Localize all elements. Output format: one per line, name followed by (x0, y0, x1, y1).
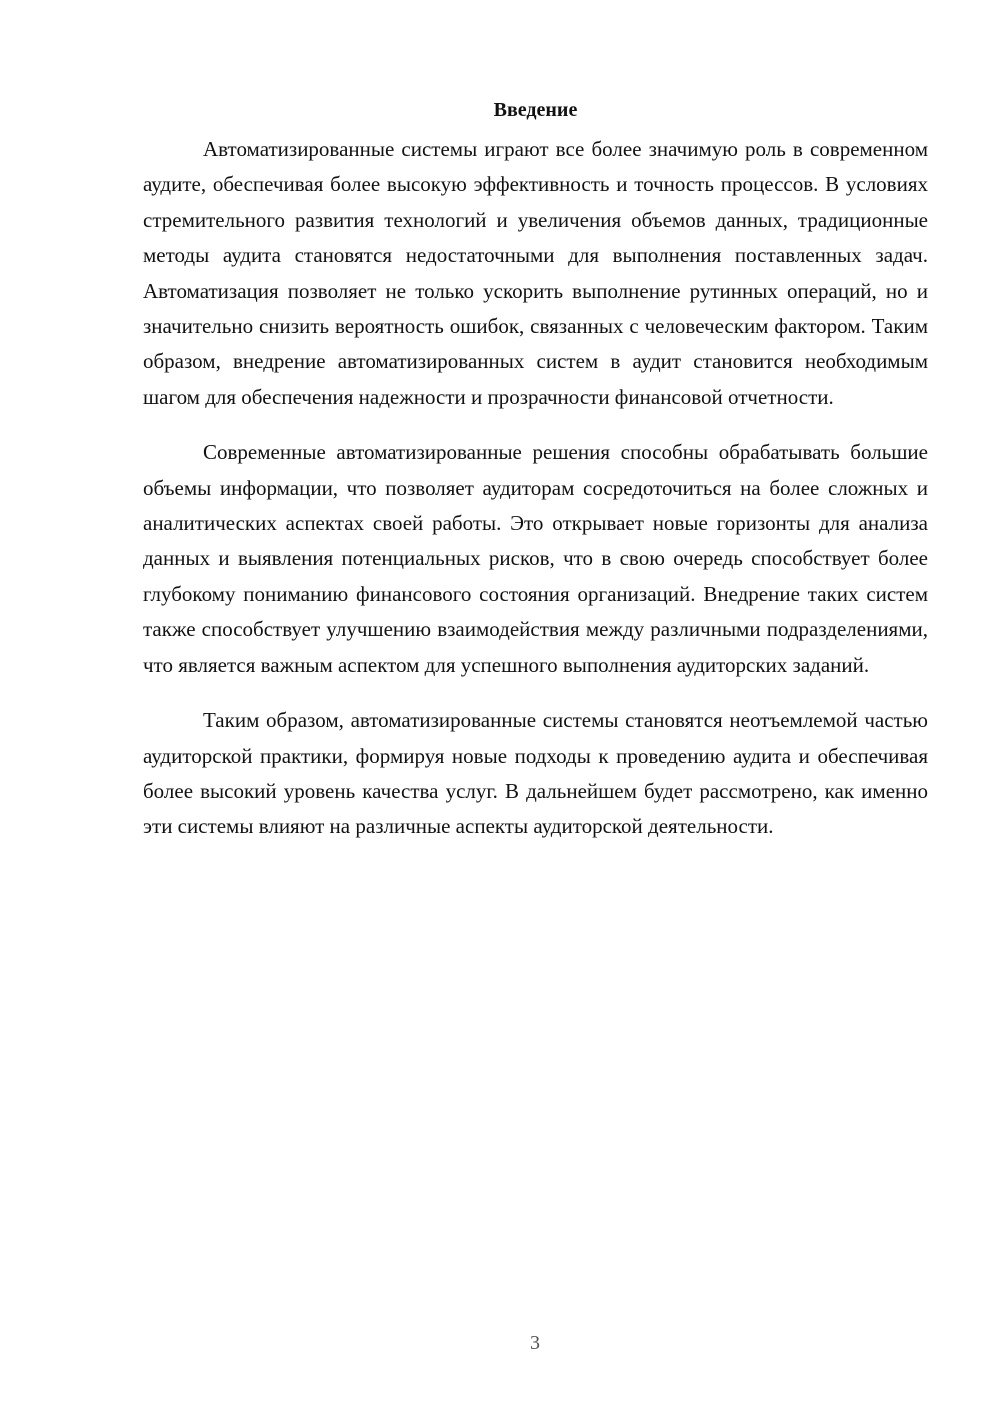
paragraph-3: Таким образом, автоматизированные системы становятся неотъемлемой частью аудиторской практики, формируя новые подходы к проведению аудита и обеспечивая более высокий уровень качества услуг. В дальнейшем будет рассмотрено, как именно эти системы влияют на различные аспекты аудиторской деятельности. (143, 708, 928, 839)
paragraph-2: Современные автоматизированные решения способны обрабатывать большие объемы информации, что позволяет аудиторам сосредоточиться на более сложных и аналитических аспектах своей работы. Это открывает новые горизонты для анализа данных и выявления потенциальных рисков, что в свою очередь способствует более глубокому пониманию финансового состояния организаций. Внедрение таких систем также способствует улучшению взаимодействия между различными подразделениями, что является важным аспектом для успешного выполнения аудиторских заданий. (143, 440, 928, 677)
paragraph-1: Автоматизированные системы играют все более значимую роль в современном аудите, обеспечивая более высокую эффективность и точность процессов. В условиях стремительного развития технологий и увеличения объемов данных, традиционные методы аудита становятся недостаточными для выполнения поставленных задач. Автоматизация позволяет не только ускорить выполнение рутинных операций, но и значительно снизить вероятность ошибок, связанных с человеческим фактором. Таким образом, внедрение автоматизированных систем в аудит становится необходимым шагом для обеспечения надежности и прозрачности финансовой отчетности. (143, 137, 928, 409)
page-content (143, 92, 928, 865)
page-number: 3 (530, 1332, 540, 1354)
section-title: Введение (493, 99, 578, 121)
